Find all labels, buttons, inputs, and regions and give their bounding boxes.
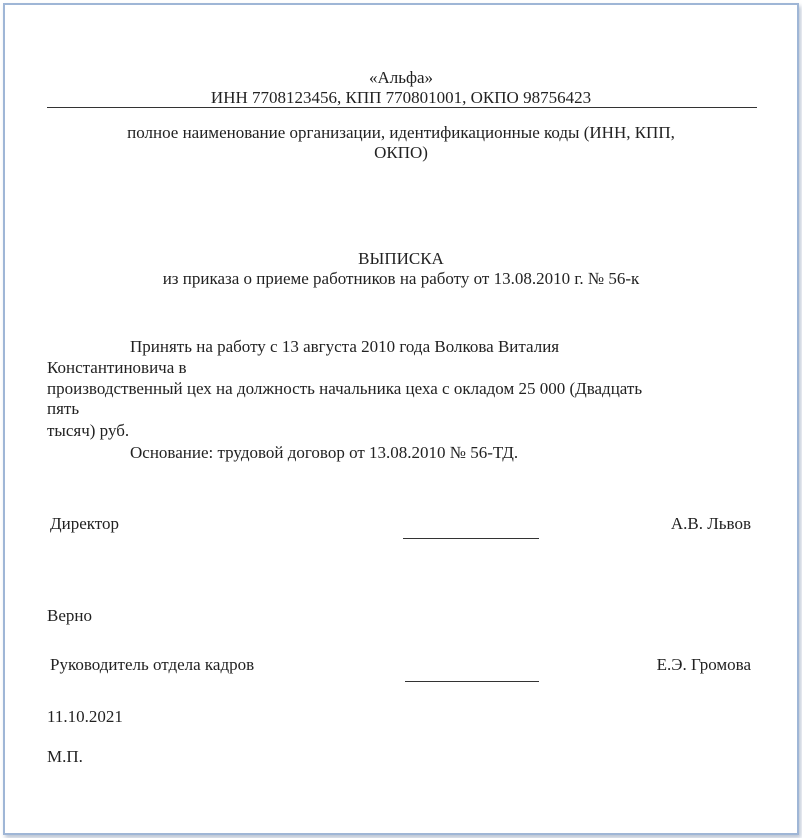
director-name: А.В. Львов (670, 514, 751, 533)
seal-place: М.П. (47, 747, 83, 766)
issue-date: 11.10.2021 (47, 707, 123, 726)
document-subtitle: из приказа о приеме работников на работу от 13.08.2010 г. № 56-к (162, 269, 640, 288)
header-caption-line2: ОКПО) (374, 143, 428, 162)
body-line-1: Принять на работу с 13 августа 2010 года Волкова Виталия (130, 337, 560, 356)
org-name: «Альфа» (368, 68, 434, 87)
hr-head-title: Руководитель отдела кадров (50, 655, 255, 674)
body-line-4: пять (47, 399, 80, 418)
document-page (3, 3, 799, 835)
certified-label: Верно (47, 606, 92, 625)
hr-signature-line (405, 681, 539, 682)
header-underline (47, 107, 757, 108)
body-line-2: Константиновича в (47, 358, 187, 377)
hr-head-name: Е.Э. Громова (656, 655, 751, 674)
body-line-5: тысяч) руб. (47, 421, 130, 440)
body-line-3: производственный цех на должность начальника цеха с окладом 25 000 (Двадцать (47, 379, 643, 398)
document-title: ВЫПИСКА (358, 249, 444, 268)
basis-line: Основание: трудовой договор от 13.08.2010 № 56-ТД. (130, 443, 519, 462)
director-title: Директор (50, 514, 119, 533)
header-caption-line1: полное наименование организации, идентификационные коды (ИНН, КПП, (127, 123, 675, 142)
director-signature-line (403, 538, 539, 539)
org-codes: ИНН 7708123456, КПП 770801001, ОКПО 98756423 (210, 88, 592, 107)
